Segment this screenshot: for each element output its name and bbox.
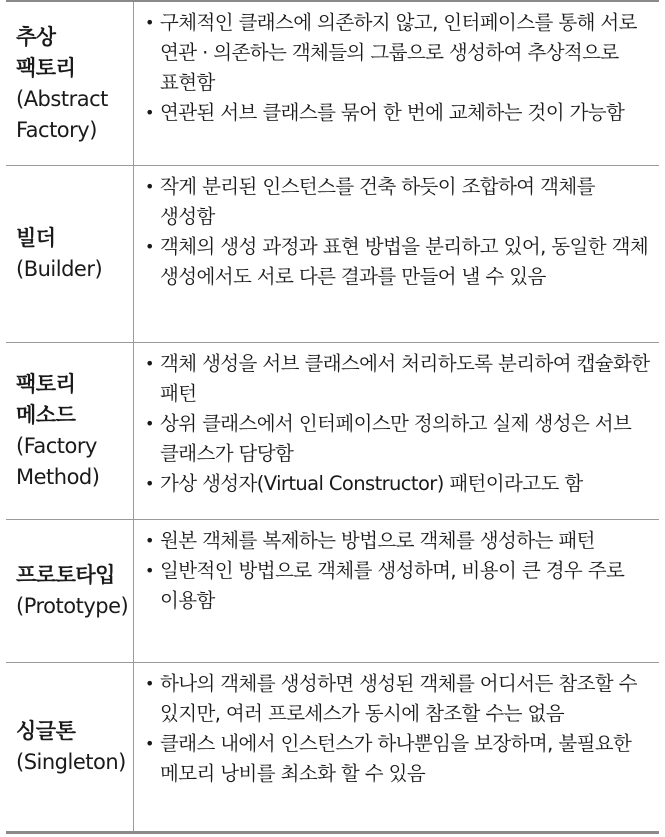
pattern-description-cell (134, 520, 659, 662)
table-row (6, 2, 659, 166)
table-row (6, 520, 659, 663)
description-bullet: • 클래스 내에서 인스턴스가 하나뿐임을 보장하며, 불필요한 메모리 낭비를 최소화 할 수 있음 (144, 729, 651, 789)
description-bullet: • 작게 분리된 인스턴스를 건축 하듯이 조합하여 객체를 생성함 (144, 172, 651, 232)
pattern-name-ko: 프로토타입 (16, 563, 115, 587)
pattern-name-en: (Singleton) (16, 750, 126, 774)
description-bullet: • 객체 생성을 서브 클래스에서 처리하도록 분리하여 캡슐화한 패턴 (144, 349, 651, 409)
pattern-name-ko: 추상 (16, 24, 56, 49)
pattern-name-ko: 메소드 (16, 403, 76, 427)
pattern-description-cell (134, 343, 659, 519)
pattern-name-ko: 빌더 (16, 226, 56, 250)
description-bullet: • 상위 클래스에서 인터페이스만 정의하고 실제 생성은 서브 클래스가 담당함 (144, 409, 651, 469)
description-bullet: • 객체의 생성 과정과 표현 방법을 분리하고 있어, 동일한 객체 생성에서도 서로 다른 결과를 만들어 낼 수 있음 (144, 232, 651, 292)
description-bullet: • 일반적인 방법으로 객체를 생성하며, 비용이 큰 경우 주로 이용함 (144, 556, 651, 616)
table-row (6, 166, 659, 343)
pattern-description-cell (134, 2, 659, 165)
pattern-table (6, 0, 659, 834)
pattern-name-cell (6, 2, 134, 165)
pattern-description-cell (134, 663, 659, 831)
pattern-name-cell (6, 663, 134, 831)
description-bullet: • 연관된 서브 클래스를 묶어 한 번에 교체하는 것이 가능함 (144, 98, 651, 128)
description-bullet: • 구체적인 클래스에 의존하지 않고, 인터페이스를 통해 서로 연관 · 의존하는 객체들의 그룹으로 생성하여 추상적으로 표현함 (144, 8, 651, 98)
pattern-name-en: Method) (16, 465, 100, 489)
pattern-name-en: (Factory (16, 434, 97, 458)
pattern-name-cell (6, 343, 134, 519)
pattern-name-cell (6, 166, 134, 342)
table-row (6, 663, 659, 831)
pattern-name-cell (6, 520, 134, 662)
pattern-description-cell (134, 166, 659, 342)
pattern-name-ko: 팩토리 (16, 372, 76, 396)
pattern-name-en: Factory) (16, 117, 97, 142)
description-bullet: • 원본 객체를 복제하는 방법으로 객체를 생성하는 패턴 (144, 526, 651, 556)
pattern-name-ko: 팩토리 (16, 55, 76, 80)
table-row (6, 343, 659, 520)
pattern-name-en: (Abstract (16, 86, 108, 111)
pattern-name-en: (Builder) (16, 257, 103, 281)
description-bullet: • 하나의 객체를 생성하면 생성된 객체를 어디서든 참조할 수 있지만, 여러 프로세스가 동시에 참조할 수는 없음 (144, 669, 651, 729)
description-bullet: • 가상 생성자(Virtual Constructor) 패턴이라고도 함 (144, 469, 651, 499)
pattern-name-ko: 싱글톤 (16, 719, 76, 743)
pattern-name-en: (Prototype) (16, 594, 129, 618)
